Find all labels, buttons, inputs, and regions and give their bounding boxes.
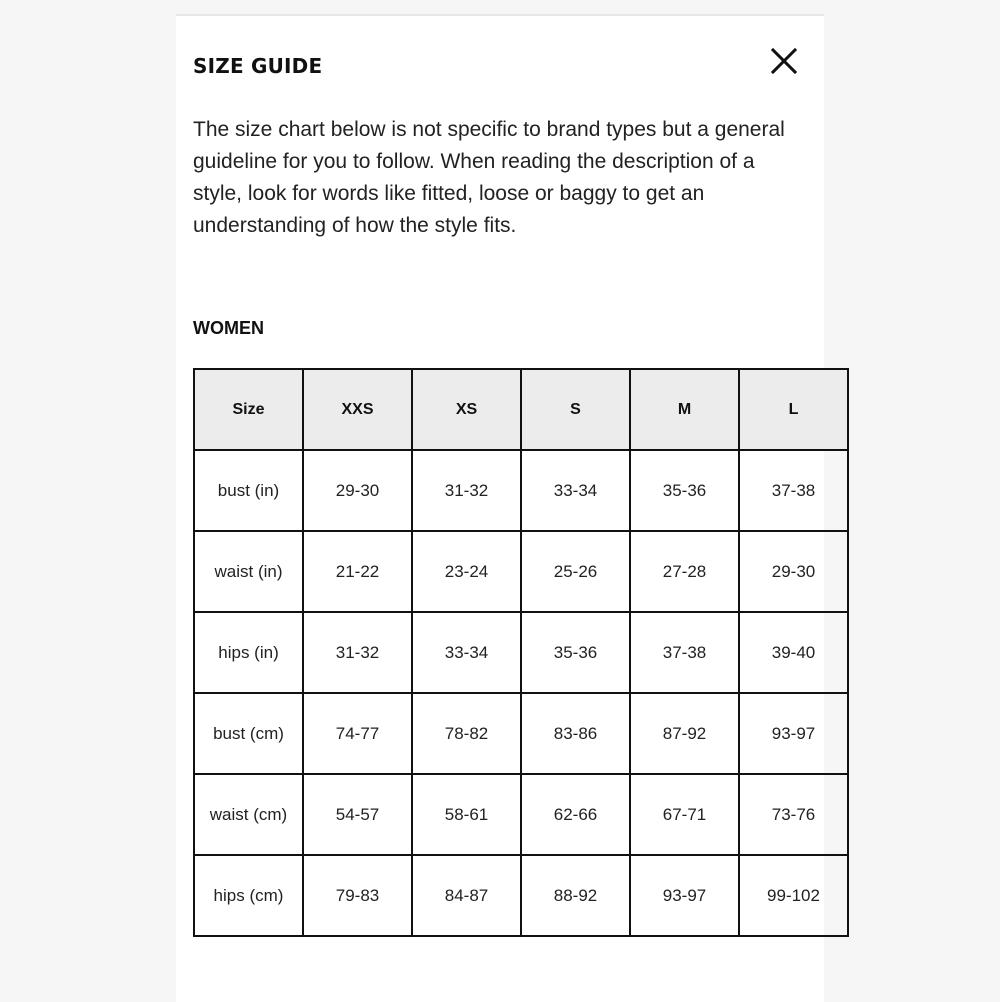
table-cell: 35-36: [521, 612, 630, 693]
close-button[interactable]: [766, 43, 802, 79]
table-row: [194, 531, 848, 612]
row-label-cell: bust (in): [194, 450, 303, 531]
table-cell: 29-30: [739, 531, 848, 612]
close-icon[interactable]: [766, 43, 802, 79]
table-cell: 54-57: [303, 774, 412, 855]
row-label-cell: waist (in): [194, 531, 303, 612]
section-title-women: WOMEN: [193, 318, 264, 338]
header-cell: L: [739, 369, 848, 450]
table-cell: 58-61: [412, 774, 521, 855]
header-cell: XS: [412, 369, 521, 450]
table-cell: 84-87: [412, 855, 521, 936]
table-row: [194, 450, 848, 531]
table-cell: 29-30: [303, 450, 412, 531]
table-cell: 33-34: [521, 450, 630, 531]
table-cell: 79-83: [303, 855, 412, 936]
table-row: [194, 693, 848, 774]
size-guide-modal: [176, 14, 824, 1002]
table-cell: 83-86: [521, 693, 630, 774]
row-label-cell: hips (in): [194, 612, 303, 693]
table-cell: 73-76: [739, 774, 848, 855]
table-cell: 31-32: [412, 450, 521, 531]
table-cell: 67-71: [630, 774, 739, 855]
table-cell: 99-102: [739, 855, 848, 936]
table-cell: 37-38: [739, 450, 848, 531]
table-cell: 35-36: [630, 450, 739, 531]
modal-title: SIZE GUIDE: [193, 54, 323, 78]
table-cell: 88-92: [521, 855, 630, 936]
header-cell: M: [630, 369, 739, 450]
table-cell: 74-77: [303, 693, 412, 774]
header-cell: XXS: [303, 369, 412, 450]
table-header-row: [194, 369, 848, 450]
table-cell: 23-24: [412, 531, 521, 612]
table-cell: 78-82: [412, 693, 521, 774]
intro-text: The size chart below is not specific to brand types but a general guideline for you to follow. When reading the description of a style, look for words like fitted, loose or baggy to get an understanding of how the style fits.: [193, 118, 785, 237]
row-label-cell: bust (cm): [194, 693, 303, 774]
header-cell: Size: [194, 369, 303, 450]
table-cell: 27-28: [630, 531, 739, 612]
table-cell: 25-26: [521, 531, 630, 612]
table-cell: 37-38: [630, 612, 739, 693]
table-cell: 21-22: [303, 531, 412, 612]
table-cell: 87-92: [630, 693, 739, 774]
table-cell: 33-34: [412, 612, 521, 693]
table-cell: 93-97: [630, 855, 739, 936]
table-row: [194, 855, 848, 936]
table-cell: 93-97: [739, 693, 848, 774]
table-row: [194, 612, 848, 693]
table-cell: 31-32: [303, 612, 412, 693]
table-cell: 62-66: [521, 774, 630, 855]
size-table-scroll-area[interactable]: [193, 368, 820, 940]
table-cell: 39-40: [739, 612, 848, 693]
size-table: [193, 368, 849, 937]
header-cell: S: [521, 369, 630, 450]
table-row: [194, 774, 848, 855]
row-label-cell: hips (cm): [194, 855, 303, 936]
row-label-cell: waist (cm): [194, 774, 303, 855]
